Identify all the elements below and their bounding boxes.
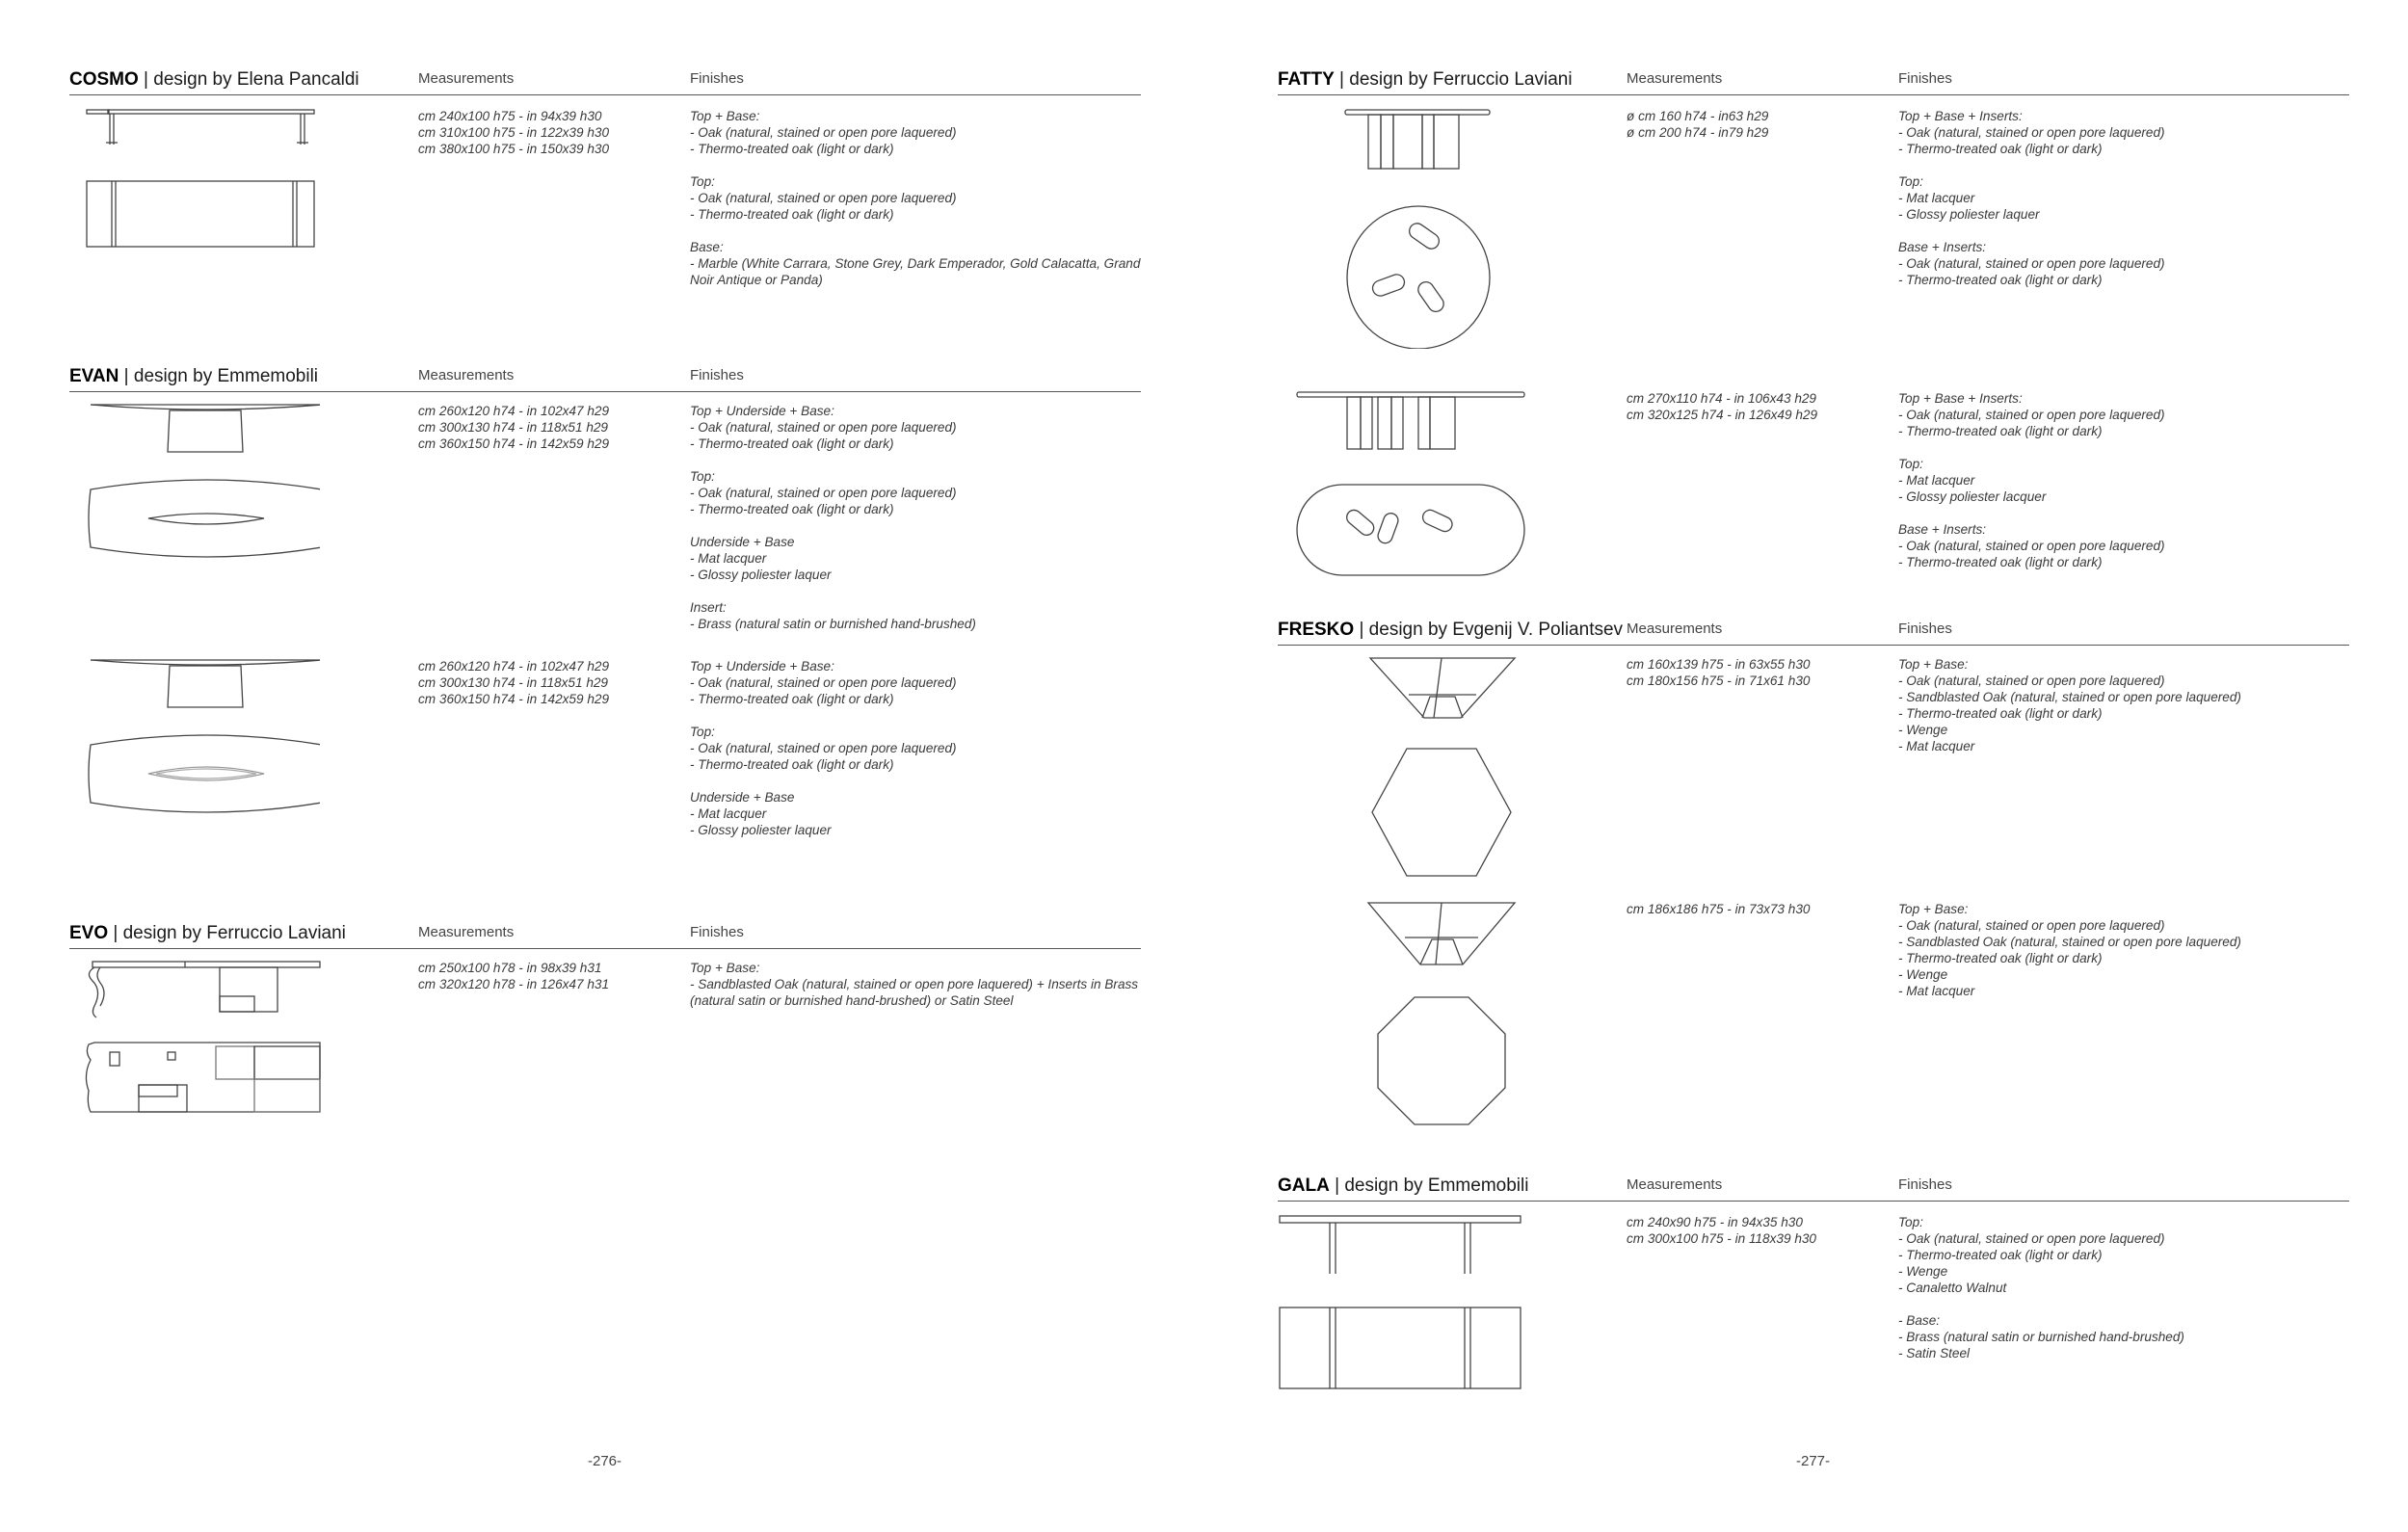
- finish-option: - Satin Steel: [1898, 1346, 1971, 1360]
- measurements-heading: Measurements: [418, 367, 515, 383]
- finish-option: - Oak (natural, stained or open pore laquered): [1898, 408, 2165, 422]
- finish-option: - Oak (natural, stained or open pore laquered): [1898, 674, 2165, 688]
- finish-heading: - Base:: [1898, 1313, 1941, 1328]
- finish-group: [690, 724, 1143, 773]
- finishes: [1898, 1214, 2351, 1378]
- fatty-oval-table-drawing: [1278, 390, 1528, 588]
- finish-option: - Oak (natural, stained or open pore laquered): [1898, 125, 2165, 140]
- finish-option: - Mat lacquer: [1898, 739, 1975, 753]
- designer-credit: | design by Emmemobili: [1329, 1175, 1529, 1196]
- finishes: [690, 960, 1143, 1025]
- finish-option: - Wenge: [1898, 1264, 1948, 1279]
- finish-option: - Mat lacquer: [1898, 984, 1975, 998]
- designer-credit: | design by Emmemobili: [119, 366, 319, 386]
- product-title: [1278, 620, 1623, 641]
- finishes: [1898, 390, 2351, 587]
- finishes: [1898, 901, 2351, 1016]
- finish-heading: Top:: [1898, 174, 1923, 189]
- measurement-line: cm 360x150 h74 - in 142x59 h29: [418, 692, 610, 706]
- finish-group: [690, 599, 1143, 632]
- finish-option: - Oak (natural, stained or open pore laquered): [1898, 1231, 2165, 1246]
- measurements: [418, 658, 678, 707]
- finish-option: - Thermo-treated oak (light or dark): [690, 502, 894, 516]
- finish-option: - Marble (White Carrara, Stone Grey, Dark Emperador, Gold Calacatta, Grand Noir Antique or Panda): [690, 256, 1141, 287]
- finish-group: [1898, 521, 2351, 570]
- measurement-line: cm 380x100 h75 - in 150x39 h30: [418, 142, 610, 156]
- measurement-line: cm 300x130 h74 - in 118x51 h29: [418, 675, 608, 690]
- evan-table-drawing: [69, 403, 320, 595]
- finish-heading: Top + Base:: [690, 961, 760, 975]
- finish-option: - Oak (natural, stained or open pore laquered): [1898, 918, 2165, 933]
- finishes-heading: Finishes: [690, 70, 744, 87]
- finish-option: - Canaletto Walnut: [1898, 1281, 2007, 1295]
- section-header: [69, 67, 1141, 95]
- finish-heading: Top + Base + Inserts:: [1898, 391, 2023, 406]
- cosmo-section: [69, 67, 1141, 287]
- product-name: FRESKO: [1278, 620, 1355, 640]
- measurement-line: cm 300x130 h74 - in 118x51 h29: [418, 420, 608, 435]
- fatty-round-table-drawing: [1278, 108, 1528, 349]
- measurements-heading: Measurements: [418, 924, 515, 940]
- finish-option: - Mat lacquer: [1898, 473, 1975, 488]
- finish-option: - Glossy poliester laquer: [690, 568, 832, 582]
- finish-heading: Top:: [1898, 1215, 1923, 1229]
- finish-heading: Top + Underside + Base:: [690, 659, 834, 674]
- evo-table-drawing: [69, 960, 330, 1143]
- fresko-hexagon-table-drawing: [1278, 656, 1528, 878]
- finish-heading: Top:: [690, 174, 715, 189]
- finish-option: - Thermo-treated oak (light or dark): [690, 692, 894, 706]
- finishes: [690, 658, 1143, 855]
- finish-option: - Oak (natural, stained or open pore laquered): [690, 191, 957, 205]
- product-name: EVAN: [69, 366, 119, 386]
- finish-option: - Oak (natural, stained or open pore laquered): [690, 125, 957, 140]
- finish-option: - Oak (natural, stained or open pore laquered): [1898, 256, 2165, 271]
- measurement-line: cm 270x110 h74 - in 106x43 h29: [1627, 391, 1816, 406]
- measurements: [1627, 108, 1887, 141]
- finishes: [690, 403, 1143, 648]
- finish-option: - Thermo-treated oak (light or dark): [1898, 273, 2103, 287]
- finish-heading: Base + Inserts:: [1898, 522, 1987, 537]
- finish-group: [1898, 901, 2351, 999]
- finishes-heading: Finishes: [690, 924, 744, 940]
- measurement-line: cm 240x90 h75 - in 94x35 h30: [1627, 1215, 1803, 1229]
- finish-heading: Top:: [690, 725, 715, 739]
- finishes-heading: Finishes: [690, 367, 744, 383]
- finish-option: - Sandblasted Oak (natural, stained or open pore laquered) + Inserts in Brass (natural satin or burnished hand-brushed) or Satin Steel: [690, 977, 1139, 1008]
- gala-table-drawing: [1278, 1214, 1528, 1407]
- finish-option: - Thermo-treated oak (light or dark): [1898, 555, 2103, 569]
- measurements-heading: Measurements: [1627, 1176, 1723, 1193]
- finish-heading: Top + Base:: [1898, 657, 1969, 672]
- section-header: [1278, 1174, 2349, 1202]
- finish-option: - Oak (natural, stained or open pore laquered): [690, 486, 957, 500]
- section-header: [69, 364, 1141, 392]
- finish-heading: Base:: [690, 240, 724, 254]
- finish-option: - Mat lacquer: [1898, 191, 1975, 205]
- measurement-line: cm 260x120 h74 - in 102x47 h29: [418, 404, 610, 418]
- finish-heading: Insert:: [690, 600, 727, 615]
- finish-option: - Sandblasted Oak (natural, stained or open pore laquered): [1898, 935, 2241, 949]
- section-header: [1278, 67, 2349, 95]
- finish-group: [690, 789, 1143, 838]
- fresko-section: [1278, 618, 2349, 998]
- finish-heading: Top + Base:: [1898, 902, 1969, 916]
- fresko-octagon-table-drawing: [1278, 901, 1528, 1151]
- measurements: [1627, 1214, 1887, 1247]
- finish-heading: Top:: [1898, 457, 1923, 471]
- finishes-heading: Finishes: [1898, 1176, 1952, 1193]
- finish-heading: Underside + Base: [690, 790, 795, 805]
- measurement-line: ø cm 200 h74 - in79 h29: [1627, 125, 1769, 140]
- finish-group: [690, 173, 1143, 223]
- product-title: [69, 923, 346, 944]
- finish-option: - Wenge: [1898, 967, 1948, 982]
- finish-group: [1898, 108, 2351, 157]
- finishes-heading: Finishes: [1898, 70, 1952, 87]
- page-number: -277-: [1796, 1453, 1831, 1469]
- finish-option: - Thermo-treated oak (light or dark): [690, 142, 894, 156]
- finish-heading: Underside + Base: [690, 535, 795, 549]
- finish-option: - Thermo-treated oak (light or dark): [1898, 951, 2103, 965]
- measurement-line: cm 160x139 h75 - in 63x55 h30: [1627, 657, 1811, 672]
- measurement-line: ø cm 160 h74 - in63 h29: [1627, 109, 1769, 123]
- measurement-line: cm 186x186 h75 - in 73x73 h30: [1627, 902, 1811, 916]
- designer-credit: | design by Ferruccio Laviani: [1334, 69, 1573, 90]
- finish-option: - Mat lacquer: [690, 806, 767, 821]
- finish-group: [1898, 390, 2351, 439]
- finish-option: - Thermo-treated oak (light or dark): [690, 207, 894, 222]
- finish-option: - Glossy poliester laquer: [1898, 207, 2040, 222]
- measurements: [1627, 901, 1887, 917]
- finish-group: [690, 403, 1143, 452]
- finish-option: - Thermo-treated oak (light or dark): [1898, 142, 2103, 156]
- finish-group: [690, 658, 1143, 707]
- finish-group: [1898, 1312, 2351, 1361]
- measurement-line: cm 300x100 h75 - in 118x39 h30: [1627, 1231, 1816, 1246]
- product-title: [69, 69, 359, 91]
- finish-group: [690, 108, 1143, 157]
- finish-heading: Top + Underside + Base:: [690, 404, 834, 418]
- evan-table-drawing: [69, 658, 320, 851]
- finish-option: - Thermo-treated oak (light or dark): [690, 436, 894, 451]
- finish-group: [690, 239, 1143, 288]
- finishes-heading: Finishes: [1898, 621, 1952, 637]
- evan-section: [69, 364, 1141, 837]
- finish-option: - Brass (natural satin or burnished hand-brushed): [1898, 1330, 2184, 1344]
- designer-credit: | design by Ferruccio Laviani: [108, 923, 346, 943]
- measurements: [418, 108, 678, 157]
- section-header: [69, 921, 1141, 949]
- product-title: [1278, 69, 1573, 91]
- measurements: [418, 403, 678, 452]
- measurement-line: cm 240x100 h75 - in 94x39 h30: [418, 109, 602, 123]
- product-name: FATTY: [1278, 69, 1335, 90]
- measurement-line: cm 310x100 h75 - in 122x39 h30: [418, 125, 610, 140]
- measurement-line: cm 260x120 h74 - in 102x47 h29: [418, 659, 610, 674]
- measurement-line: cm 320x120 h78 - in 126x47 h31: [418, 977, 610, 991]
- finish-option: - Oak (natural, stained or open pore laquered): [690, 420, 957, 435]
- finish-option: - Mat lacquer: [690, 551, 767, 566]
- finish-group: [690, 960, 1143, 1009]
- measurement-line: cm 180x156 h75 - in 71x61 h30: [1627, 674, 1811, 688]
- designer-credit: | design by Elena Pancaldi: [138, 69, 359, 90]
- measurements-heading: Measurements: [418, 70, 515, 87]
- finish-option: - Brass (natural satin or burnished hand-brushed): [690, 617, 976, 631]
- finish-heading: Top + Base + Inserts:: [1898, 109, 2023, 123]
- product-name: COSMO: [69, 69, 139, 90]
- section-header: [1278, 618, 2349, 646]
- finish-heading: Top:: [690, 469, 715, 484]
- finish-option: - Sandblasted Oak (natural, stained or open pore laquered): [1898, 690, 2241, 704]
- finish-option: - Thermo-treated oak (light or dark): [1898, 1248, 2103, 1262]
- product-title: [1278, 1175, 1528, 1197]
- finish-option: - Glossy poliester laquer: [690, 823, 832, 837]
- finish-option: - Oak (natural, stained or open pore laquered): [1898, 539, 2165, 553]
- page-number: -276-: [588, 1453, 622, 1469]
- finish-group: [1898, 656, 2351, 754]
- finish-group: [1898, 456, 2351, 505]
- finish-option: - Wenge: [1898, 723, 1948, 737]
- product-name: GALA: [1278, 1175, 1330, 1196]
- measurement-line: cm 320x125 h74 - in 126x49 h29: [1627, 408, 1818, 422]
- measurement-line: cm 360x150 h74 - in 142x59 h29: [418, 436, 610, 451]
- finish-option: - Oak (natural, stained or open pore laquered): [690, 675, 957, 690]
- finishes: [1898, 108, 2351, 304]
- cosmo-table-drawing: [69, 108, 320, 262]
- finish-group: [690, 468, 1143, 517]
- finish-option: - Thermo-treated oak (light or dark): [1898, 424, 2103, 438]
- finish-option: - Thermo-treated oak (light or dark): [1898, 706, 2103, 721]
- finish-heading: Top + Base:: [690, 109, 760, 123]
- evo-section: [69, 921, 1141, 1008]
- fatty-section: [1278, 67, 2349, 569]
- measurement-line: cm 250x100 h78 - in 98x39 h31: [418, 961, 602, 975]
- product-title: [69, 366, 318, 387]
- page-277: [1204, 0, 2408, 1532]
- measurements: [1627, 390, 1887, 423]
- product-name: EVO: [69, 923, 109, 943]
- finish-group: [1898, 239, 2351, 288]
- designer-credit: | design by Evgenij V. Poliantsev: [1354, 620, 1624, 640]
- finish-group: [1898, 1214, 2351, 1296]
- finish-heading: Base + Inserts:: [1898, 240, 1987, 254]
- measurements-heading: Measurements: [1627, 621, 1723, 637]
- measurements: [1627, 656, 1887, 689]
- finish-group: [690, 534, 1143, 583]
- measurements: [418, 960, 678, 992]
- measurements-heading: Measurements: [1627, 70, 1723, 87]
- finish-option: - Oak (natural, stained or open pore laquered): [690, 741, 957, 755]
- finishes: [690, 108, 1143, 304]
- finishes: [1898, 656, 2351, 771]
- finish-group: [1898, 173, 2351, 223]
- finish-option: - Glossy poliester lacquer: [1898, 489, 2047, 504]
- gala-section: [1278, 1174, 2349, 1360]
- finish-option: - Thermo-treated oak (light or dark): [690, 757, 894, 772]
